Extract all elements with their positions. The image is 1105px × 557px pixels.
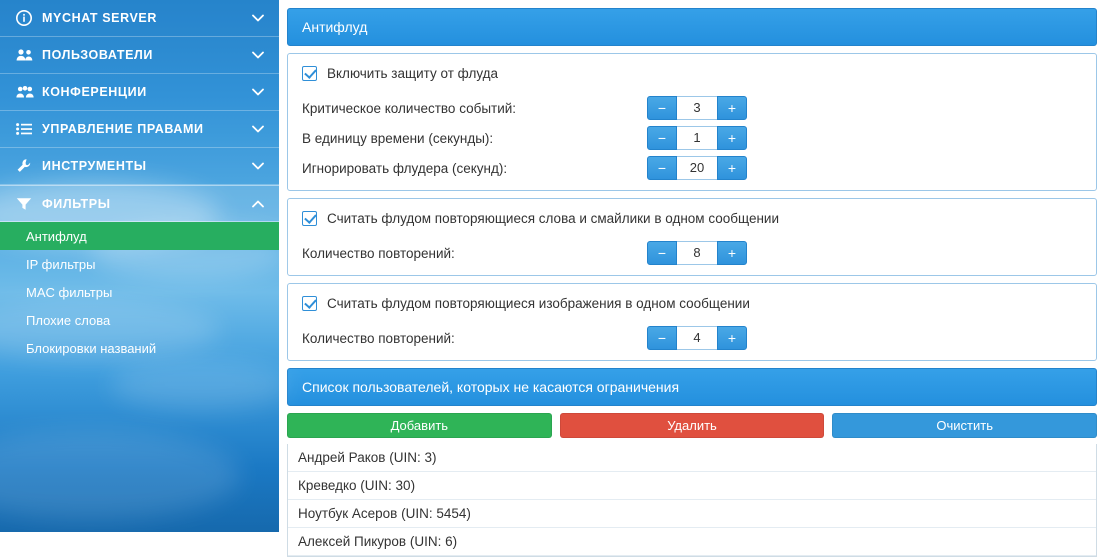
info-icon	[16, 10, 42, 26]
list-item[interactable]: Креведко (UIN: 30)	[288, 472, 1096, 500]
sidebar-item-permissions[interactable]	[0, 111, 279, 148]
repeated-images-count-value[interactable]: 4	[677, 326, 717, 350]
repeated-words-count-row	[288, 238, 1096, 275]
sidebar-item-users[interactable]	[0, 37, 279, 74]
increment-button[interactable]: +	[717, 326, 747, 350]
sidebar-item-conferences[interactable]	[0, 74, 279, 111]
repeated-images-count-label: Количество повторений:	[302, 330, 455, 346]
sidebar-item-label: ФИЛЬТРЫ	[42, 196, 111, 211]
sidebar-item-label: УПРАВЛЕНИЕ ПРАВАМИ	[42, 122, 204, 136]
critical-events-value[interactable]: 3	[677, 96, 717, 120]
sidebar-item-mychat-server[interactable]	[0, 0, 279, 37]
repeated-images-count-row	[288, 323, 1096, 360]
sidebar-subitem-label: Блокировки названий	[26, 340, 157, 356]
sidebar-subitem-label: Плохие слова	[26, 312, 111, 328]
enable-flood-protection-checkbox[interactable]	[302, 66, 317, 81]
repeated-words-count-label: Количество повторений:	[302, 245, 455, 261]
sidebar-subitem-label: Антифлуд	[26, 228, 87, 244]
sidebar-subitem-label: MAC фильтры	[26, 284, 113, 300]
sidebar	[0, 0, 279, 532]
increment-button[interactable]: +	[717, 96, 747, 120]
repeated-words-row[interactable]	[288, 199, 1096, 238]
time-unit-value[interactable]: 1	[677, 126, 717, 150]
add-user-button[interactable]: Добавить	[287, 413, 552, 438]
sidebar-item-tools[interactable]	[0, 148, 279, 185]
exceptions-user-list	[287, 444, 1097, 557]
exceptions-toolbar	[287, 413, 1097, 438]
chevron-up-icon	[251, 200, 265, 208]
sidebar-item-label: КОНФЕРЕНЦИИ	[42, 85, 147, 99]
repeated-words-section	[287, 198, 1097, 276]
chevron-down-icon	[251, 162, 265, 170]
clear-list-button[interactable]: Очистить	[832, 413, 1097, 438]
critical-events-stepper[interactable]	[647, 96, 747, 120]
repeated-words-checkbox[interactable]	[302, 211, 317, 226]
critical-events-label: Критическое количество событий:	[302, 100, 517, 116]
flood-protection-section	[287, 53, 1097, 191]
background-cloud	[110, 360, 290, 410]
decrement-button[interactable]: −	[647, 126, 677, 150]
ignore-flooder-label: Игнорировать флудера (секунд):	[302, 160, 508, 176]
main-content	[279, 0, 1105, 549]
chevron-down-icon	[251, 88, 265, 96]
decrement-button[interactable]: −	[647, 96, 677, 120]
filter-icon	[16, 197, 42, 211]
decrement-button[interactable]: −	[647, 156, 677, 180]
time-unit-row	[288, 123, 1096, 153]
wrench-icon	[16, 158, 42, 174]
enable-flood-protection-label: Включить защиту от флуда	[327, 66, 499, 81]
repeated-images-checkbox[interactable]	[302, 296, 317, 311]
repeated-images-label: Считать флудом повторяющиеся изображения в одном сообщении	[327, 296, 750, 311]
delete-user-button[interactable]: Удалить	[560, 413, 825, 438]
sidebar-item-filters[interactable]	[0, 185, 279, 222]
repeated-words-label: Считать флудом повторяющиеся слова и смайлики в одном сообщении	[327, 211, 779, 226]
increment-button[interactable]: +	[717, 241, 747, 265]
sidebar-subitem-antiflood[interactable]	[0, 222, 279, 250]
list-icon	[16, 123, 42, 135]
list-item[interactable]: Ноутбук Асеров (UIN: 5454)	[288, 500, 1096, 528]
decrement-button[interactable]: −	[647, 326, 677, 350]
increment-button[interactable]: +	[717, 156, 747, 180]
chevron-down-icon	[251, 51, 265, 59]
sidebar-subnav	[0, 222, 279, 362]
sidebar-subitem-ip-filters[interactable]	[0, 250, 279, 278]
repeated-words-count-value[interactable]: 8	[677, 241, 717, 265]
users-icon	[16, 48, 42, 62]
ignore-flooder-row	[288, 153, 1096, 190]
enable-flood-protection-row[interactable]	[288, 54, 1096, 93]
list-item[interactable]: Андрей Раков (UIN: 3)	[288, 444, 1096, 472]
sidebar-subitem-bad-words[interactable]	[0, 306, 279, 334]
ignore-flooder-stepper[interactable]	[647, 156, 747, 180]
sidebar-nav	[0, 0, 279, 222]
conference-icon	[16, 85, 42, 99]
time-unit-label: В единицу времени (секунды):	[302, 130, 494, 146]
critical-events-row	[288, 93, 1096, 123]
sidebar-item-label: ИНСТРУМЕНТЫ	[42, 159, 147, 173]
sidebar-item-label: ПОЛЬЗОВАТЕЛИ	[42, 48, 153, 62]
repeated-images-count-stepper[interactable]	[647, 326, 747, 350]
sidebar-subitem-name-blocks[interactable]	[0, 334, 279, 362]
decrement-button[interactable]: −	[647, 241, 677, 265]
background-cloud	[0, 430, 240, 520]
repeated-words-count-stepper[interactable]	[647, 241, 747, 265]
repeated-images-row[interactable]	[288, 284, 1096, 323]
chevron-down-icon	[251, 125, 265, 133]
list-item[interactable]: Алексей Пикуров (UIN: 6)	[288, 528, 1096, 556]
sidebar-subitem-label: IP фильтры	[26, 256, 96, 272]
increment-button[interactable]: +	[717, 126, 747, 150]
chevron-down-icon	[251, 14, 265, 22]
repeated-images-section	[287, 283, 1097, 361]
page-title: Антифлуд	[287, 8, 1097, 46]
ignore-flooder-value[interactable]: 20	[677, 156, 717, 180]
exceptions-header: Список пользователей, которых не касаются ограничения	[287, 368, 1097, 406]
sidebar-subitem-mac-filters[interactable]	[0, 278, 279, 306]
time-unit-stepper[interactable]	[647, 126, 747, 150]
sidebar-item-label: MYCHAT SERVER	[42, 11, 157, 25]
